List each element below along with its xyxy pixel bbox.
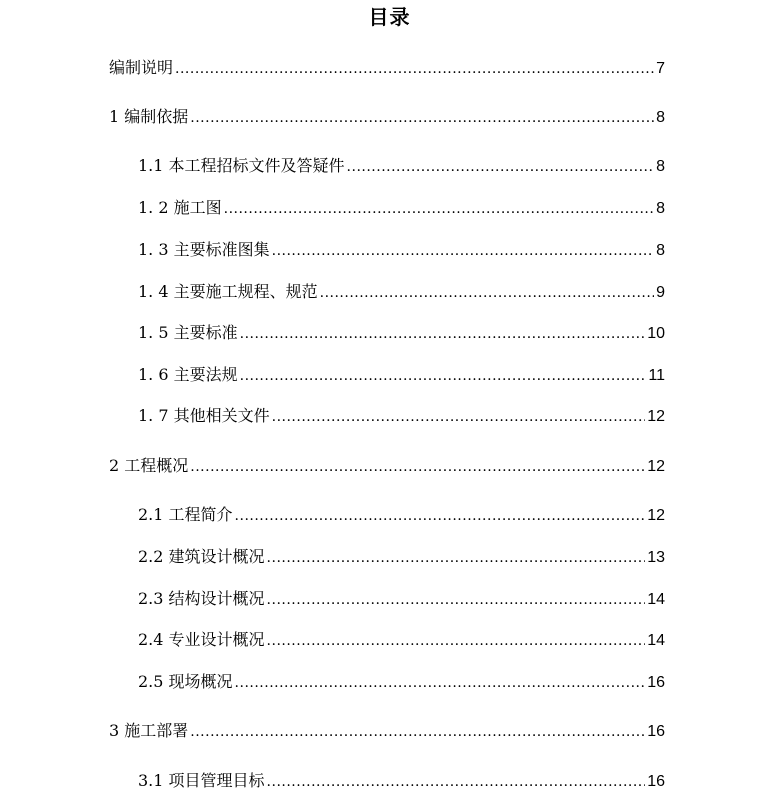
toc-entry-page: 16 xyxy=(647,674,665,691)
toc-entry-label: 3 施工部署 xyxy=(109,721,189,740)
toc-leader-dots xyxy=(235,505,646,527)
toc-entry-label: 1. 5 主要标准 xyxy=(138,323,238,342)
toc-leader-dots xyxy=(240,323,646,345)
toc-entry-page: 8 xyxy=(656,109,665,126)
toc-entry[interactable] xyxy=(138,197,665,219)
toc-entry-label: 1. 2 施工图 xyxy=(138,198,222,217)
toc-entry[interactable] xyxy=(109,455,665,477)
toc-entry[interactable] xyxy=(109,57,665,79)
toc-entry-page: 16 xyxy=(647,723,665,740)
toc-entry-page: 10 xyxy=(647,325,665,342)
toc-leader-dots xyxy=(240,365,647,387)
toc-entry-page: 14 xyxy=(647,632,665,649)
toc-entry-label: 1. 6 主要法规 xyxy=(138,365,238,384)
toc-leader-dots xyxy=(190,456,645,478)
toc-entry-page: 7 xyxy=(656,60,665,77)
toc-leader-dots xyxy=(267,630,646,652)
toc-entry[interactable] xyxy=(109,106,665,128)
toc-leader-dots xyxy=(272,406,646,428)
toc-entry[interactable] xyxy=(109,720,665,742)
toc-entry-label: 1. 3 主要标准图集 xyxy=(138,240,270,259)
toc-entry-page: 8 xyxy=(656,242,665,259)
toc-entry[interactable] xyxy=(138,281,665,303)
toc-entry-label: 2.4 专业设计概况 xyxy=(138,630,265,649)
toc-entry-label: 2 工程概况 xyxy=(109,456,189,475)
toc-entry-label: 1 编制依据 xyxy=(109,107,189,126)
toc-leader-dots xyxy=(175,58,654,80)
toc-entry-page: 11 xyxy=(648,367,665,384)
toc-entry-label: 编制说明 xyxy=(109,58,174,77)
toc-entry-page: 12 xyxy=(647,507,665,524)
toc-entry-page: 12 xyxy=(647,408,665,425)
toc-entry-page: 14 xyxy=(647,591,665,608)
toc-entry[interactable] xyxy=(138,671,665,693)
toc-entry[interactable] xyxy=(138,239,665,261)
toc-entry-label: 1. 7 其他相关文件 xyxy=(138,406,270,425)
toc-leader-dots xyxy=(267,589,646,611)
toc-entry[interactable] xyxy=(138,504,665,526)
toc-leader-dots xyxy=(272,240,654,262)
toc-entry[interactable] xyxy=(138,322,665,344)
toc-leader-dots xyxy=(347,156,655,178)
toc-entry[interactable] xyxy=(138,588,665,610)
toc-entry[interactable] xyxy=(138,546,665,568)
toc-leader-dots xyxy=(235,672,646,694)
toc-leader-dots xyxy=(190,721,645,743)
toc-entry-label: 2.5 现场概况 xyxy=(138,672,233,691)
toc-leader-dots xyxy=(190,107,654,129)
toc-entry-page: 8 xyxy=(656,158,665,175)
toc-entry[interactable] xyxy=(138,629,665,651)
toc-entry-label: 2.3 结构设计概况 xyxy=(138,589,265,608)
toc-leader-dots xyxy=(267,547,646,569)
toc-entry-label: 1. 4 主要施工规程、规范 xyxy=(138,282,318,301)
toc-entry-label: 3.1 项目管理目标 xyxy=(138,771,265,790)
toc-entry-page: 8 xyxy=(656,200,665,217)
toc-entry[interactable] xyxy=(138,364,665,386)
toc-entry[interactable] xyxy=(138,155,665,177)
toc-leader-dots xyxy=(320,282,654,304)
toc-entry-page: 9 xyxy=(656,284,665,301)
toc-leader-dots xyxy=(267,771,646,793)
toc-leader-dots xyxy=(224,198,654,220)
toc-entry-page: 13 xyxy=(647,549,665,566)
toc-entry-page: 12 xyxy=(647,458,665,475)
toc-entry-label: 2.1 工程简介 xyxy=(138,505,233,524)
toc-title: 目录 xyxy=(368,5,411,29)
toc-entry-label: 2.2 建筑设计概况 xyxy=(138,547,265,566)
toc-entry[interactable] xyxy=(138,770,665,792)
toc-entry-page: 16 xyxy=(647,773,665,790)
toc-entry[interactable] xyxy=(138,405,665,427)
toc-entry-label: 1.1 本工程招标文件及答疑件 xyxy=(138,156,345,175)
